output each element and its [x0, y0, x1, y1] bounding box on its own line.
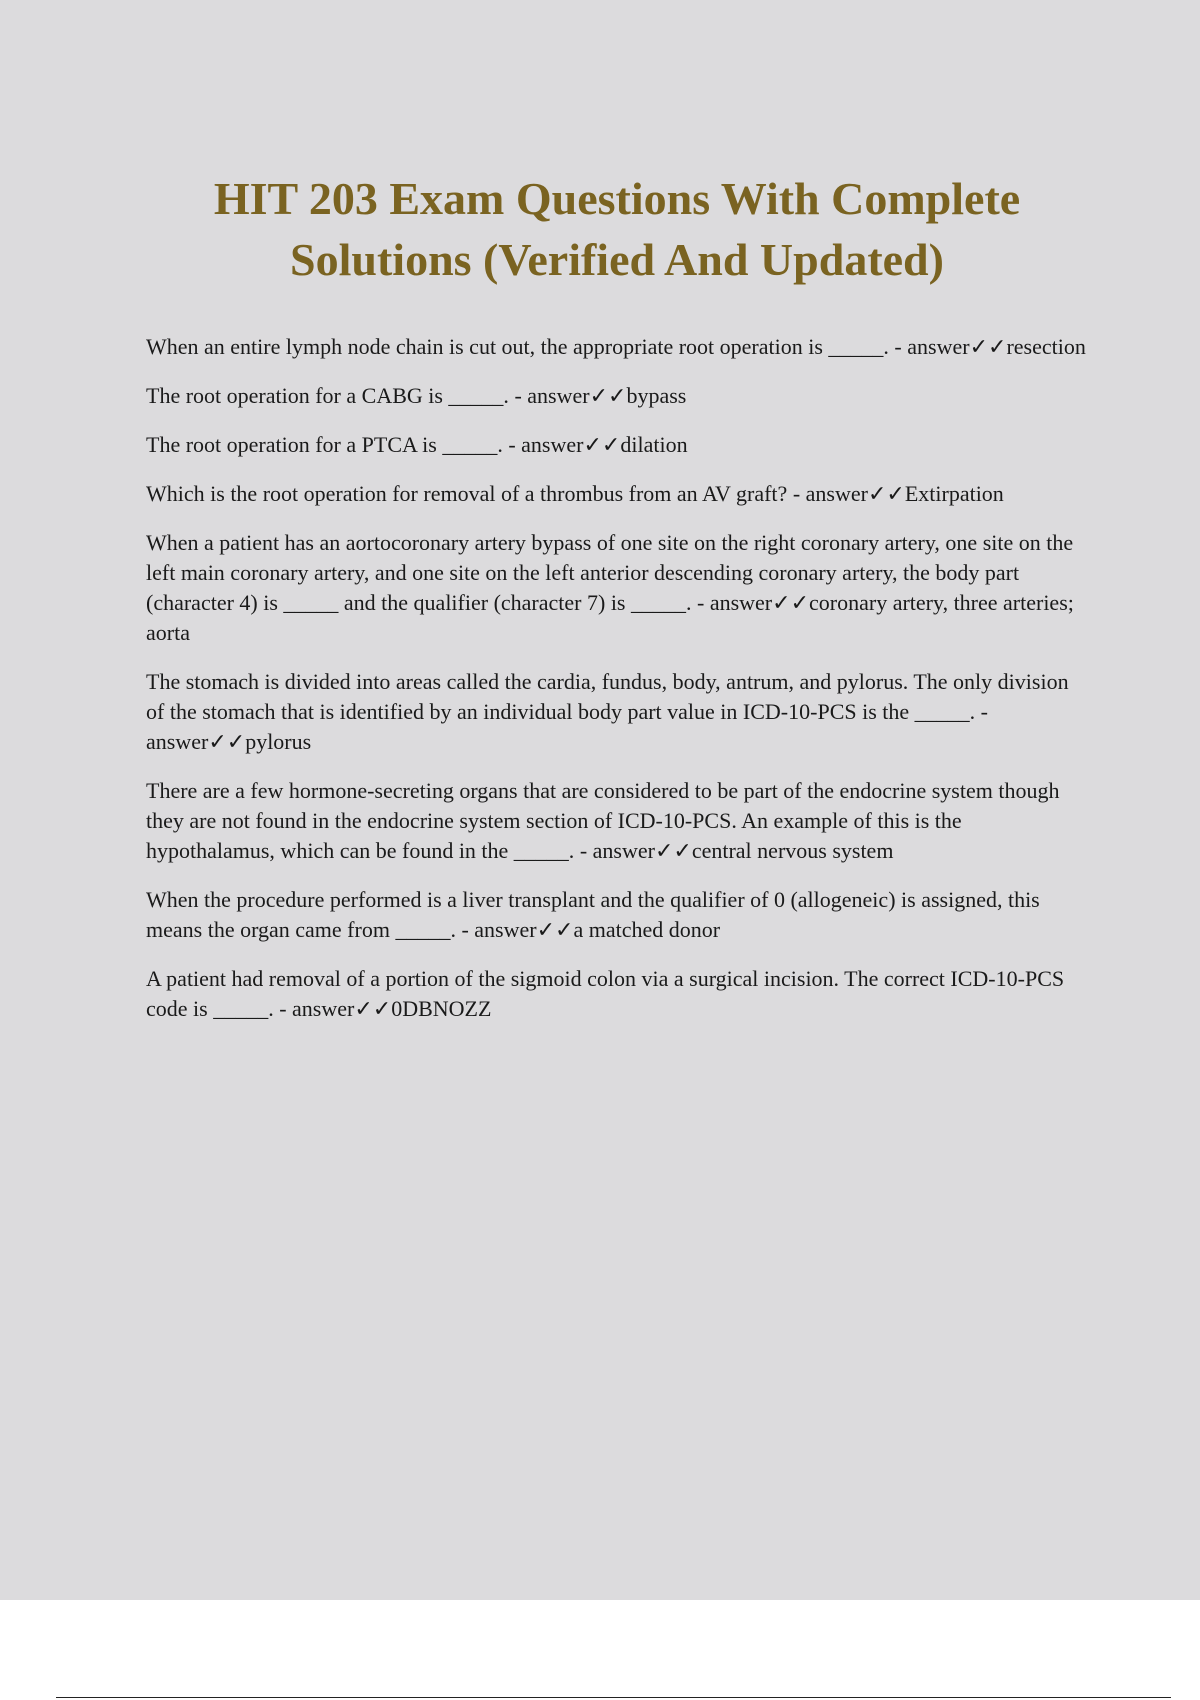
check-marks-icon: ✓✓ [867, 481, 905, 506]
answer-prefix: - answer [502, 432, 584, 457]
question-text: When the procedure performed is a liver transplant and the qualifier of 0 (allogeneic) is assigned, this means the organ came from _____. [146, 887, 1040, 942]
document-title [0, 168, 1200, 290]
check-marks-icon: ✓✓ [354, 996, 392, 1021]
question-text: There are a few hormone-secreting organs that are considered to be part of the endocrine system though they are not found in the endocrine system section of ICD-10-PCS. An example of this is the hypothalamus, which can be found in the _____. [146, 778, 1060, 863]
question-item [146, 381, 1090, 411]
answer-text: bypass [626, 383, 687, 408]
question-item [146, 479, 1090, 509]
question-text: A patient had removal of a portion of the sigmoid colon via a surgical incision. The correct ICD-10-PCS code is _____. [146, 966, 1065, 1021]
title-line-2: Solutions (Verified And Updated) [290, 234, 944, 285]
answer-text: central nervous system [691, 838, 894, 863]
check-marks-icon: ✓✓ [208, 729, 246, 754]
answer-prefix: - answer [455, 917, 537, 942]
answer-prefix: - answer [888, 334, 970, 359]
answer-prefix: - answer [146, 699, 988, 754]
answer-text: a matched donor [573, 917, 721, 942]
check-marks-icon: ✓✓ [589, 383, 627, 408]
title-line-1: HIT 203 Exam Questions With Complete [213, 173, 1021, 224]
answer-text: dilation [620, 432, 688, 457]
question-text: When a patient has an aortocoronary artery bypass of one site on the right coronary artery, one site on the left main coronary artery, and one site on the left anterior descending coronary artery, the body part (character 4) is _____ and the qualifier (character 7) is _____. [146, 530, 1074, 615]
question-text: When an entire lymph node chain is cut out, the appropriate root operation is _____. [146, 334, 889, 359]
answer-text: pylorus [245, 729, 312, 754]
answer-text: Extirpation [904, 481, 1004, 506]
question-item [146, 885, 1090, 945]
check-marks-icon: ✓✓ [654, 838, 692, 863]
answer-prefix: - answer [273, 996, 355, 1021]
check-marks-icon: ✓✓ [969, 334, 1007, 359]
check-marks-icon: ✓✓ [583, 432, 621, 457]
answer-text: 0DBNOZZ [391, 996, 492, 1021]
answer-prefix: - answer [508, 383, 590, 408]
question-list [146, 332, 1090, 1043]
answer-text: resection [1006, 334, 1086, 359]
question-item [146, 430, 1090, 460]
check-marks-icon: ✓✓ [772, 590, 810, 615]
question-item [146, 667, 1090, 757]
question-text: The stomach is divided into areas called the cardia, fundus, body, antrum, and pylorus. The only division of the stomach that is identified by an individual body part value in ICD-10-PCS is the _____. [146, 669, 1069, 724]
footer-divider [56, 1697, 1171, 1698]
answer-prefix: - answer [691, 590, 773, 615]
question-item [146, 964, 1090, 1024]
check-marks-icon: ✓✓ [536, 917, 574, 942]
answer-text: coronary artery, three arteries; aorta [146, 590, 1074, 645]
question-item [146, 776, 1090, 866]
question-item [146, 528, 1090, 648]
question-text: The root operation for a PTCA is _____. [146, 432, 503, 457]
answer-prefix: - answer [574, 838, 655, 863]
question-text: Which is the root operation for removal of a thrombus from an AV graft? [146, 481, 788, 506]
question-text: The root operation for a CABG is _____. [146, 383, 509, 408]
answer-prefix: - answer [787, 481, 868, 506]
question-item [146, 332, 1090, 362]
